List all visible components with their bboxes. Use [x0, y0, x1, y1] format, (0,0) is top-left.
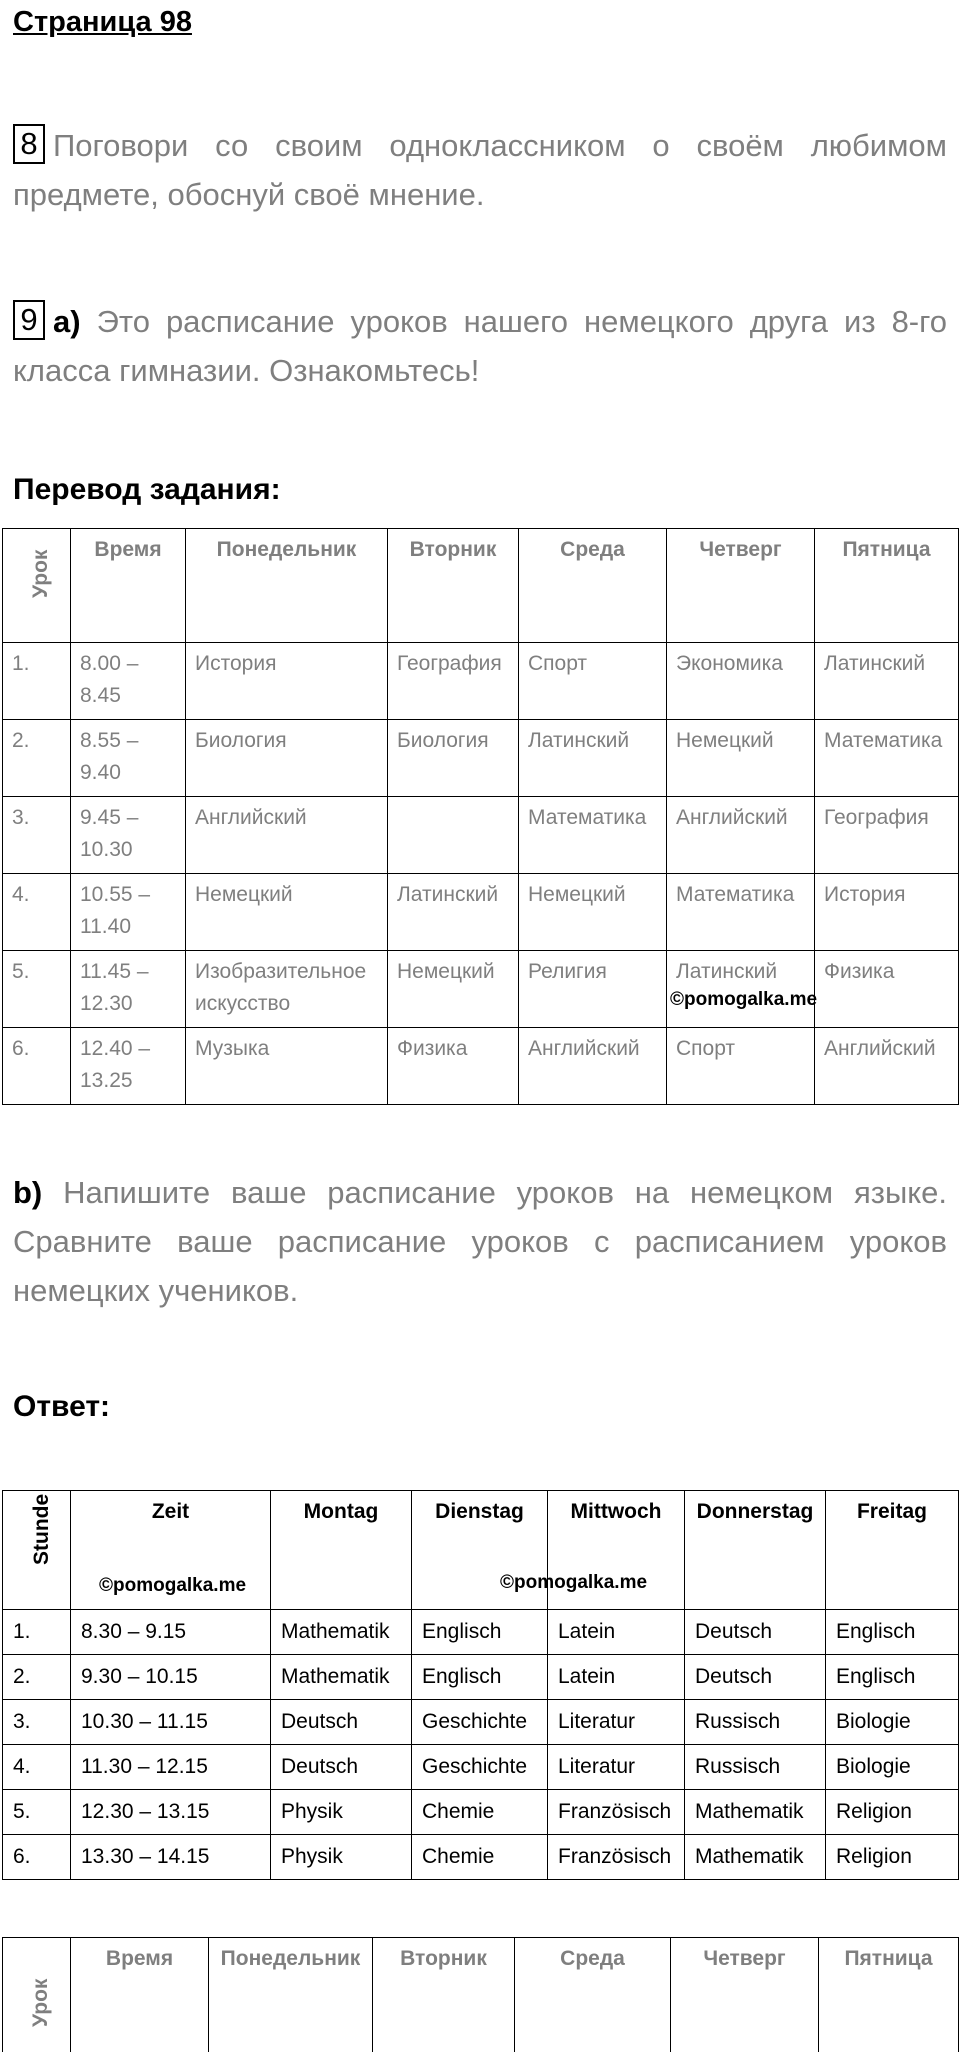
- header-cell: Четверг: [667, 529, 815, 643]
- table-cell: Russisch: [685, 1700, 826, 1745]
- table-cell: 3.: [3, 797, 71, 874]
- table-cell: История: [815, 874, 959, 951]
- table-cell: Математика: [667, 874, 815, 951]
- table-row: [3, 643, 959, 720]
- table-cell: 11.45 – 12.30: [71, 951, 186, 1028]
- table-cell: Chemie: [412, 1790, 548, 1835]
- task-9a-text: Это расписание уроков нашего немецкого друга из 8-го класса гимназии. Ознакомьтесь!: [13, 304, 947, 388]
- table-row: [3, 797, 959, 874]
- table-cell: Английский: [186, 797, 388, 874]
- table-cell: Mathematik: [685, 1835, 826, 1880]
- table-row: [3, 874, 959, 951]
- table-cell: Латинский: [388, 874, 519, 951]
- header-cell: Среда: [515, 1938, 671, 2052]
- table-cell: Физика: [815, 951, 959, 1028]
- table-cell: Deutsch: [271, 1745, 412, 1790]
- task-letter: b): [13, 1175, 43, 1210]
- watermark: ©pomogalka.me: [99, 1575, 247, 1596]
- table-cell: Deutsch: [685, 1655, 826, 1700]
- table-cell: Математика: [815, 720, 959, 797]
- header-cell: Пятница: [819, 1938, 959, 2052]
- table-cell: 8.00 – 8.45: [71, 643, 186, 720]
- table-cell: Mathematik: [685, 1790, 826, 1835]
- table-row: [3, 951, 959, 1028]
- table-cell: Спорт: [667, 1028, 815, 1105]
- table-cell: 11.30 – 12.15: [71, 1745, 271, 1790]
- table-cell: 9.45 – 10.30: [71, 797, 186, 874]
- task-number-box: 9: [13, 300, 45, 340]
- table-cell: Französisch: [548, 1790, 685, 1835]
- header-cell: [3, 1491, 71, 1610]
- table-cell: Religion: [826, 1835, 959, 1880]
- vertical-header-label: Stunde: [29, 1493, 53, 1565]
- table-cell: Изобразительное искусство: [186, 951, 388, 1028]
- table-cell: Биология: [388, 720, 519, 797]
- answer-heading: Ответ:: [13, 1390, 111, 1423]
- table-cell: Literatur: [548, 1745, 685, 1790]
- table-cell: 5.: [3, 1790, 71, 1835]
- table-cell: Биология: [186, 720, 388, 797]
- table-cell-text: Латинский: [676, 960, 778, 983]
- table-cell: Mathematik: [271, 1655, 412, 1700]
- table-cell: Englisch: [826, 1610, 959, 1655]
- vertical-header-label: Урок: [28, 549, 52, 598]
- table-cell: Экономика: [667, 643, 815, 720]
- table-cell: Математика: [519, 797, 667, 874]
- table-cell: Literatur: [548, 1700, 685, 1745]
- table-row: [3, 1745, 959, 1790]
- table-row: [3, 1835, 959, 1880]
- table-row: [3, 1790, 959, 1835]
- table-cell: 1.: [3, 1610, 71, 1655]
- table-cell: Английский: [519, 1028, 667, 1105]
- table-cell: Latein: [548, 1610, 685, 1655]
- table-row: [3, 1655, 959, 1700]
- header-cell: Вторник: [373, 1938, 515, 2052]
- table-header-row: [3, 1938, 959, 2052]
- table-row: [3, 1028, 959, 1105]
- table-cell: 8.55 – 9.40: [71, 720, 186, 797]
- table-cell: Latein: [548, 1655, 685, 1700]
- table-cell: География: [388, 643, 519, 720]
- header-cell: Freitag: [826, 1491, 959, 1610]
- task-letter: a): [53, 304, 81, 339]
- header-cell: Mittwoch: [548, 1491, 685, 1610]
- task-9b-text: Напишите ваше расписание уроков на немецком языке. Сравните ваше расписание уроков с расписанием уроков немецких учеников.: [13, 1175, 947, 1308]
- page-title: Страница 98: [13, 6, 192, 38]
- task-9b: [13, 1168, 947, 1315]
- table-cell: Немецкий: [667, 720, 815, 797]
- table-cell: Deutsch: [271, 1700, 412, 1745]
- header-cell: Пятница: [815, 529, 959, 643]
- table-cell: Chemie: [412, 1835, 548, 1880]
- task-8: [13, 121, 947, 219]
- header-cell: [3, 529, 71, 643]
- table-row: [3, 720, 959, 797]
- table-cell: 10.30 – 11.15: [71, 1700, 271, 1745]
- table-cell: Religion: [826, 1790, 959, 1835]
- table-row: [3, 1610, 959, 1655]
- table-cell: Музыка: [186, 1028, 388, 1105]
- task-8-text: Поговори со своим одноклассником о своём любимом предмете, обоснуй своё мнение.: [13, 128, 947, 212]
- header-cell: Четверг: [671, 1938, 819, 2052]
- table-cell: Physik: [271, 1835, 412, 1880]
- table-cell: 8.30 – 9.15: [71, 1610, 271, 1655]
- table-cell: Englisch: [412, 1610, 548, 1655]
- table-cell: Geschichte: [412, 1700, 548, 1745]
- header-cell: Среда: [519, 529, 667, 643]
- table-cell: 9.30 – 10.15: [71, 1655, 271, 1700]
- task-number-box: 8: [13, 124, 45, 164]
- task-9a: [13, 297, 947, 395]
- table-cell: [388, 797, 519, 874]
- header-cell: Dienstag: [412, 1491, 548, 1610]
- table-cell: Немецкий: [186, 874, 388, 951]
- header-cell: Время: [71, 529, 186, 643]
- table-cell: Englisch: [826, 1655, 959, 1700]
- table-cell: Английский: [815, 1028, 959, 1105]
- header-cell: [3, 1938, 71, 2052]
- table-cell: Латинский: [815, 643, 959, 720]
- header-cell: Понедельник: [186, 529, 388, 643]
- table-cell: 4.: [3, 1745, 71, 1790]
- table-cell: Physik: [271, 1790, 412, 1835]
- header-cell: Zeit: [71, 1491, 271, 1610]
- table-cell: Спорт: [519, 643, 667, 720]
- table-cell: 5.: [3, 951, 71, 1028]
- table-cell: Französisch: [548, 1835, 685, 1880]
- table-cell: Englisch: [412, 1655, 548, 1700]
- table-cell: Geschichte: [412, 1745, 548, 1790]
- table-cell: 10.55 – 11.40: [71, 874, 186, 951]
- header-cell: Donnerstag: [685, 1491, 826, 1610]
- table-cell: 12.30 – 13.15: [71, 1790, 271, 1835]
- table-cell: 3.: [3, 1700, 71, 1745]
- header-cell: Время: [71, 1938, 209, 2052]
- table-cell: 1.: [3, 643, 71, 720]
- table-cell: 13.30 – 14.15: [71, 1835, 271, 1880]
- table-cell: Russisch: [685, 1745, 826, 1790]
- vertical-header-label: Урок: [28, 1978, 52, 2027]
- watermark: ©pomogalka.me: [500, 1572, 648, 1593]
- schedule-table-answer: [2, 1490, 959, 1880]
- table-cell: География: [815, 797, 959, 874]
- table-cell: Biologie: [826, 1745, 959, 1790]
- table-cell: 6.: [3, 1028, 71, 1105]
- schedule-table-translation: [2, 528, 959, 1105]
- table-cell: 6.: [3, 1835, 71, 1880]
- translation-heading: Перевод задания:: [13, 473, 281, 506]
- table-cell: Немецкий: [388, 951, 519, 1028]
- table-cell: 2.: [3, 1655, 71, 1700]
- table-cell: Mathematik: [271, 1610, 412, 1655]
- header-cell: Montag: [271, 1491, 412, 1610]
- table-cell: Религия: [519, 951, 667, 1028]
- header-cell: Вторник: [388, 529, 519, 643]
- table-cell: Английский: [667, 797, 815, 874]
- table-cell: 2.: [3, 720, 71, 797]
- table-cell: История: [186, 643, 388, 720]
- table-cell: Biologie: [826, 1700, 959, 1745]
- header-cell: Понедельник: [209, 1938, 373, 2052]
- table-row: [3, 1700, 959, 1745]
- table-cell: Немецкий: [519, 874, 667, 951]
- table-cell: Deutsch: [685, 1610, 826, 1655]
- table-cell: 4.: [3, 874, 71, 951]
- table-header-row: [3, 529, 959, 643]
- watermark: ©pomogalka.me: [670, 989, 818, 1010]
- table-cell: Физика: [388, 1028, 519, 1105]
- table-cell: Латинский: [519, 720, 667, 797]
- schedule-table-empty: [2, 1937, 959, 2052]
- table-cell: [667, 951, 818, 1028]
- table-cell: 12.40 – 13.25: [71, 1028, 186, 1105]
